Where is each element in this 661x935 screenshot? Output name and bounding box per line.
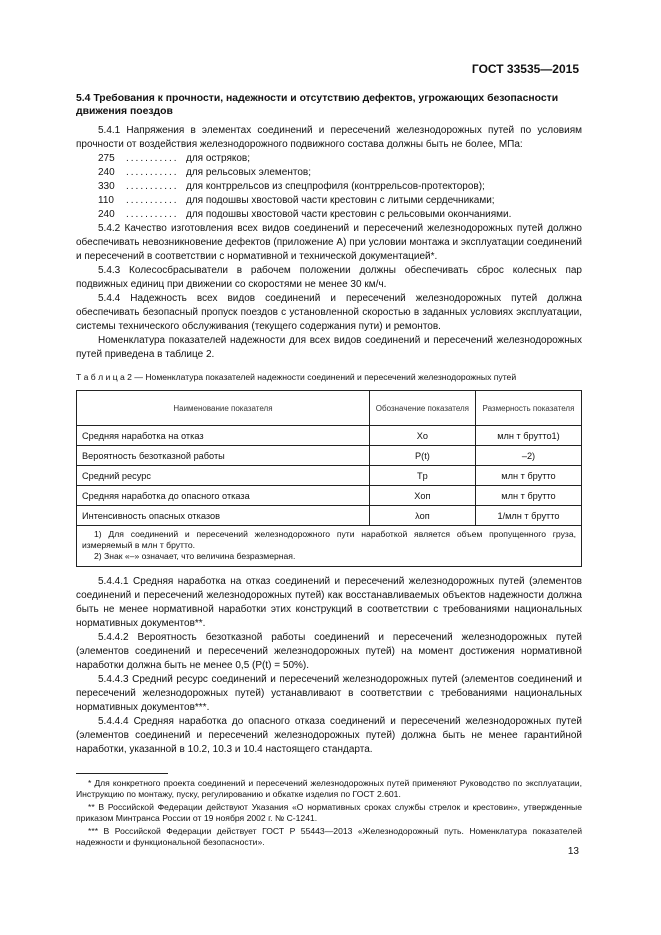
table-row: Средний ресурс Tр млн т брутто — [77, 466, 582, 486]
footnote-1: * Для конкретного проекта соединений и пересечений железнодорожных путей применяют Руководство по эксплуатации, Инструкцию по монтажу, пуску, регулированию и обкатке изделия по ГОСТ 2.601. — [76, 778, 582, 799]
list-item: 240 ........... для подошвы хвостовой части крестовин с рельсовыми окончаниями. — [98, 209, 512, 220]
para-5-4-1: 5.4.1 Напряжения в элементах соединений и пересечений железнодорожных путей по условиям прочности от воздействия железнодорожного подвижного состава должны быть не более, МПа: — [76, 125, 582, 150]
table-caption: Т а б л и ц а 2 — Номенклатура показателей надежности соединений и пересечений железнодорожных путей — [76, 372, 517, 382]
para-5-4-4-3: 5.4.4.3 Средний ресурс соединений и пересечений железнодорожных путей (элементов соединений и пересечений железнодорожных путей) устанавливают в соответствии с требованиями национальных нормативных документов***. — [76, 674, 582, 713]
para-5-4-4: 5.4.4 Надежность всех видов соединений и пересечений железнодорожных путей должна обеспечивать безопасный пропуск поездов с установленной скоростью в заданных условиях эксплуатации, системы технического обслуживания (текущего содержания пути) и ремонтов. — [76, 293, 582, 332]
header-name: Наименование показателя — [77, 391, 370, 426]
table-note-1: 1) Для соединений и пересечений железнодорожного пути наработкой является объем пропущенного груза, измеряемый в млн т брутто. — [82, 529, 576, 550]
list-item: 330 ........... для контррельсов из спецпрофиля (контррельсов-протекторов); — [98, 181, 485, 192]
footnote-divider — [76, 773, 168, 774]
table-row: Средняя наработка на отказ Xо млн т брутто1) — [77, 426, 582, 446]
page-number: 13 — [567, 846, 579, 857]
para-5-4-3: 5.4.3 Колесосбрасыватели в рабочем положении должны обеспечивать сброс колесных пар подвижных единиц при движении со скоростями не менее 30 км/ч. — [76, 265, 582, 290]
table-note-2: 2) Знак «–» означает, что величина безразмерная. — [94, 551, 296, 561]
content — [76, 92, 582, 850]
doc-id: ГОСТ 33535—2015 — [471, 62, 579, 76]
para-5-4-4-4: 5.4.4.4 Средняя наработка до опасного отказа соединений и пересечений железнодорожных путей (элементов соединений и пересечений железнодорожных путей) должна быть не менее гарантийной наработки, указанной в 10.2, 10.3 и 10.4 настоящего стандарта. — [76, 716, 582, 755]
list-item: 110 ........... для подошвы хвостовой части крестовин с литыми сердечниками; — [98, 195, 495, 206]
para-5-4-4-2: 5.4.4.2 Вероятность безотказной работы соединений и пересечений железнодорожных путей (элементов соединений и пересечений железнодорожных путей) на момент достижения нормативной наработки должна быть не менее 0,5 (P(t) = 50%). — [76, 632, 582, 671]
table-row: Средняя наработка до опасного отказа Xоп млн т брутто — [77, 486, 582, 506]
footnote-3: *** В Российской Федерации действует ГОСТ Р 55443—2013 «Железнодорожный путь. Номенклатура показателей надежности и функциональной безопасности». — [76, 826, 582, 847]
header-symbol: Обозначение показателя — [369, 391, 475, 426]
section-title: 5.4 Требования к прочности, надежности и отсутствию дефектов, угрожающих безопасности движения поездов — [76, 93, 559, 117]
header-unit: Размерность показателя — [475, 391, 581, 426]
para-5-4-2: 5.4.2 Качество изготовления всех видов соединений и пересечений железнодорожных путей должно обеспечивать невозникновение дефектов (приложение А) при условии монтажа и эксплуатации соединений и пересечений в соответствии с нормативной и технической документацией*. — [76, 223, 582, 262]
footnotes — [76, 778, 582, 848]
list-item: 240 ........... для рельсовых элементов; — [98, 167, 312, 178]
list-item: 275 ........... для остряков; — [98, 153, 251, 164]
table-row: Интенсивность опасных отказов λоп 1/млн т брутто — [77, 506, 582, 526]
table-header-row — [77, 391, 582, 426]
table-row: Вероятность безотказной работы P(t) –2) — [77, 446, 582, 466]
reliability-table — [76, 390, 582, 526]
footnote-2: ** В Российской Федерации действуют Указания «О нормативных сроках службы стрелок и крестовин», утвержденные приказом Минтранса России от 19 ноября 2002 г. № С-1241. — [76, 802, 582, 823]
stress-list — [76, 152, 582, 222]
para-5-4-4-1: 5.4.4.1 Средняя наработка на отказ соединений и пересечений железнодорожных путей (элементов соединений и пересечений железнодорожных путей) как восстанавливаемых объектов надежности должна быть не менее нормативной наработки этих конструкций в соответствии с требованиями национальных нормативных документов**. — [76, 576, 582, 629]
para-5-4-4-b: Номенклатура показателей надежности для всех видов соединений и пересечений железнодорожных путей приведена в таблице 2. — [76, 335, 582, 360]
table-notes — [76, 526, 582, 567]
